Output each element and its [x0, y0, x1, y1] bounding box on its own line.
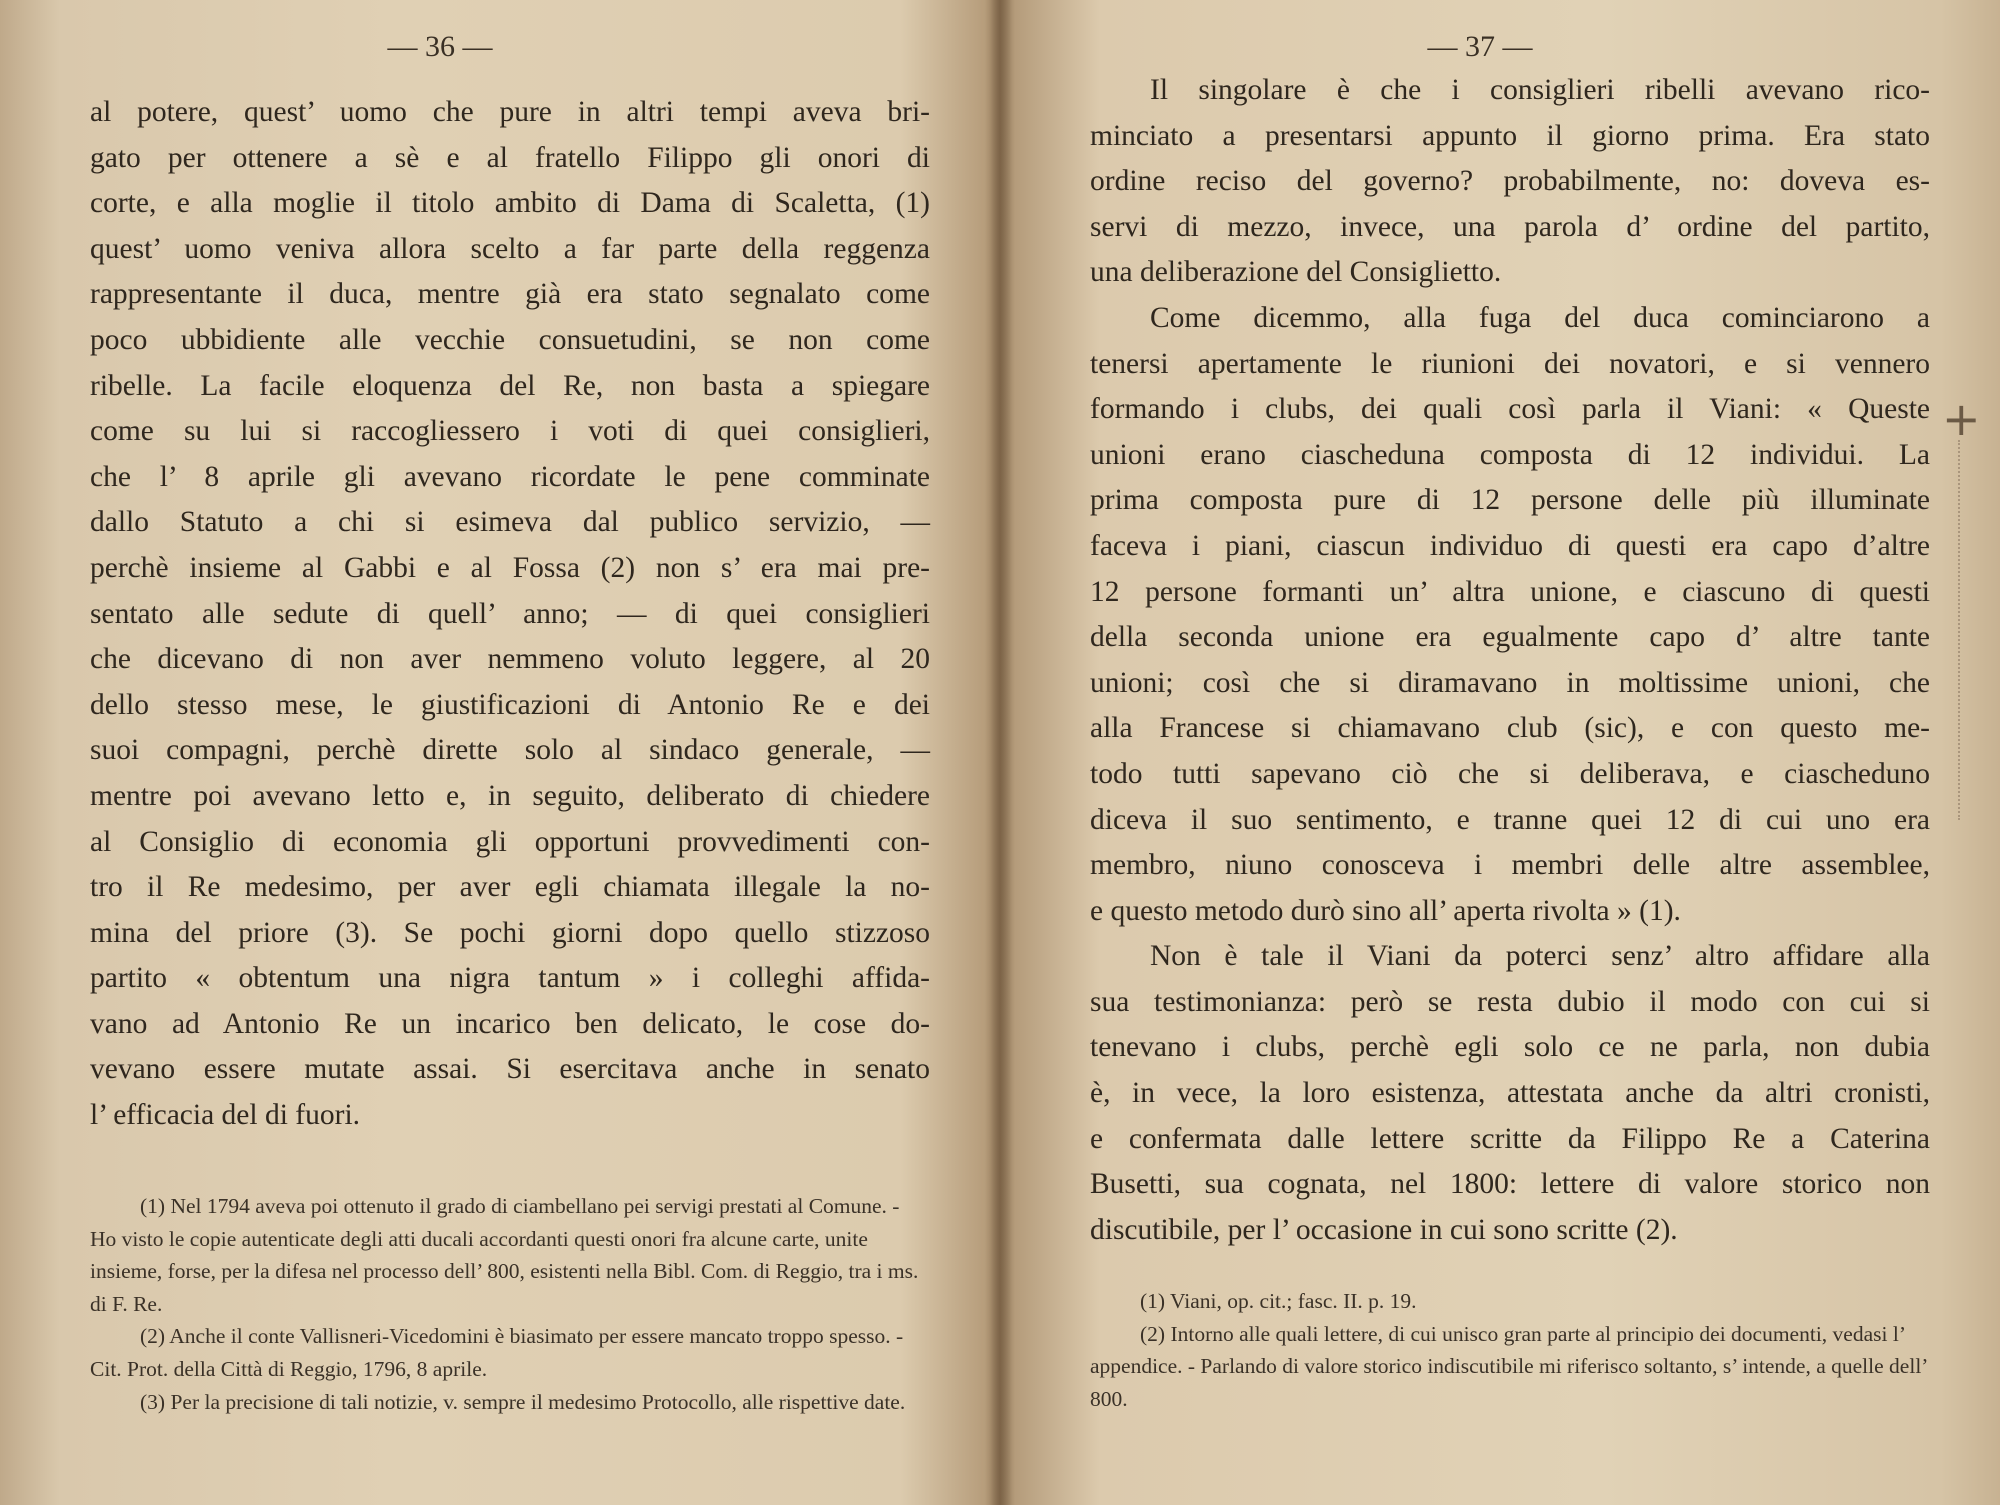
page-edge-mark [1958, 440, 1963, 820]
footnotes [90, 1190, 930, 1418]
text-line: una deliberazione del Consiglietto. [1090, 256, 1502, 289]
text-line: è, in vece, la loro esistenza, attestata anche da altri cronisti, [1090, 1077, 1930, 1110]
page-body [1090, 68, 1930, 1253]
text-line: suoi compagni, perchè dirette solo al sindaco generale, — [90, 734, 930, 767]
text-line: che l’ 8 aprile gli avevano ricordate le pene comminate [90, 460, 930, 493]
left-page [90, 0, 930, 1505]
text-line: unioni; così che si diramavano in moltissime unioni, che [1090, 666, 1930, 699]
text-line: Busetti, sua cognata, nel 1800: lettere di valore storico non [1090, 1168, 1930, 1201]
text-line: mina del priore (3). Se pochi giorni dopo quello stizzoso [90, 916, 930, 949]
text-line: tenevano i clubs, perchè egli solo ce ne parla, non dubia [1090, 1031, 1930, 1064]
text-line: diceva il suo sentimento, e tranne quei 12 di cui uno era [1090, 803, 1930, 836]
text-line: dallo Statuto a chi si esimeva dal publico servizio, — [90, 506, 930, 539]
text-line: corte, e alla moglie il titolo ambito di Dama di Scaletta, (1) [90, 187, 930, 220]
text-line: dello stesso mese, le giustificazioni di Antonio Re e dei [90, 688, 930, 721]
text-line: gato per ottenere a sè e al fratello Filippo gli onori di [90, 141, 930, 174]
text-line: che dicevano di non aver nemmeno voluto leggere, al 20 [90, 643, 930, 676]
text-line: perchè insieme al Gabbi e al Fossa (2) non s’ era mai pre- [90, 551, 930, 584]
text-line: ribelle. La facile eloquenza del Re, non basta a spiegare [90, 369, 930, 402]
text-line: rappresentante il duca, mentre già era stato segnalato come [90, 278, 930, 311]
text-line: vano ad Antonio Re un incarico ben delicato, le cose do- [90, 1007, 930, 1040]
text-line: faceva i piani, ciascun individuo di questi era capo d’altre [1090, 529, 1930, 562]
footnote: (2) Anche il conte Vallisneri-Vicedomini è biasimato per essere mancato troppo spesso. - Cit. Prot. della Città di Reggio, 1796, 8 aprile. [90, 1324, 904, 1381]
text-line: al Consiglio di economia gli opportuni provvedimenti con- [90, 825, 930, 858]
text-line: e confermata dalle lettere scritte da Filippo Re a Caterina [1090, 1122, 1930, 1155]
text-line: membro, niuno conosceva i membri delle altre assemblee, [1090, 849, 1930, 882]
text-line: minciato a presentarsi appunto il giorno prima. Era stato [1090, 119, 1930, 152]
text-line: unioni erano ciascheduna composta di 12 individui. La [1090, 438, 1930, 471]
text-line: mentre poi avevano letto e, in seguito, deliberato di chiedere [90, 779, 930, 812]
text-line: alla Francese si chiamavano club (sic), e con questo me- [1090, 712, 1930, 745]
page-body [90, 90, 930, 1139]
right-page [1090, 0, 1930, 1505]
page-number: — 36 — [387, 30, 493, 63]
text-line: sua testimonianza: però se resta dubio il modo con cui si [1090, 985, 1930, 1018]
text-line: 12 persone formanti un’ altra unione, e ciascuno di questi [1090, 575, 1930, 608]
text-line: todo tutti sapevano ciò che si deliberava, e ciascheduno [1090, 757, 1930, 790]
footnote: (3) Per la precisione di tali notizie, v. sempre il medesimo Protocollo, alle rispettive date. [140, 1389, 906, 1414]
margin-cross-mark-icon: + [1942, 392, 1981, 446]
text-line: ordine reciso del governo? probabilmente, no: doveva es- [1090, 165, 1930, 198]
text-line: poco ubbidiente alle vecchie consuetudini, se non come [90, 323, 930, 356]
text-line: Non è tale il Viani da poterci senz’ altro affidare alla [1150, 940, 1930, 973]
text-line: Il singolare è che i consiglieri ribelli avevano rico- [1150, 74, 1930, 106]
text-line: Come dicemmo, alla fuga del duca cominciarono a [1150, 301, 1930, 334]
footnote: (1) Nel 1794 aveva poi ottenuto il grado di ciambellano pei servigi prestati al Comune. - Ho visto le copie autenticate degli atti ducali accordanti questi onori fra alcune carte, unite insieme, forse, per la difesa nel processo dell’ 800, esistenti nella Bibl. Com. di Reggio, tra i ms. di F. Re. [90, 1194, 919, 1316]
footnote: (1) Viani, op. cit.; fasc. II. p. 19. [1140, 1289, 1417, 1313]
text-line: prima composta pure di 12 persone delle più illuminate [1090, 484, 1930, 517]
page-number: — 37 — [1427, 30, 1533, 63]
footnote: (2) Intorno alle quali lettere, di cui unisco gran parte al principio dei documenti, vedasi l’ appendice. - Parlando di valore storico indiscutibile mi riferisco soltanto, s’ intende, a quelle dell’ 800. [1090, 1321, 1927, 1411]
book-gutter [985, 0, 1015, 1505]
text-line: della seconda unione era egualmente capo d’ altre tante [1090, 621, 1930, 654]
text-line: tenersi apertamente le riunioni dei novatori, e si vennero [1090, 347, 1930, 380]
text-line: partito « obtentum una nigra tantum » i colleghi affida- [90, 962, 930, 995]
text-line: servi di mezzo, invece, una parola d’ ordine del partito, [1090, 210, 1930, 243]
text-line: formando i clubs, dei quali così parla il Viani: « Queste [1090, 393, 1930, 426]
text-line: tro il Re medesimo, per aver egli chiamata illegale la no- [90, 871, 930, 904]
text-line: discutibile, per l’ occasione in cui sono scritte (2). [1090, 1213, 1678, 1246]
text-line: al potere, quest’ uomo che pure in altri tempi aveva bri- [90, 96, 930, 128]
text-line: quest’ uomo veniva allora scelto a far parte della reggenza [90, 232, 930, 265]
text-line: vevano essere mutate assai. Si esercitava anche in senato [90, 1053, 930, 1086]
text-line: e questo metodo durò sino all’ aperta rivolta » (1). [1090, 894, 1681, 927]
footnotes [1090, 1285, 1930, 1415]
text-line: sentato alle sedute di quell’ anno; — di quei consiglieri [90, 597, 930, 630]
text-line: l’ efficacia del di fuori. [90, 1099, 361, 1132]
text-line: come su lui si raccogliessero i voti di quei consiglieri, [90, 415, 930, 448]
